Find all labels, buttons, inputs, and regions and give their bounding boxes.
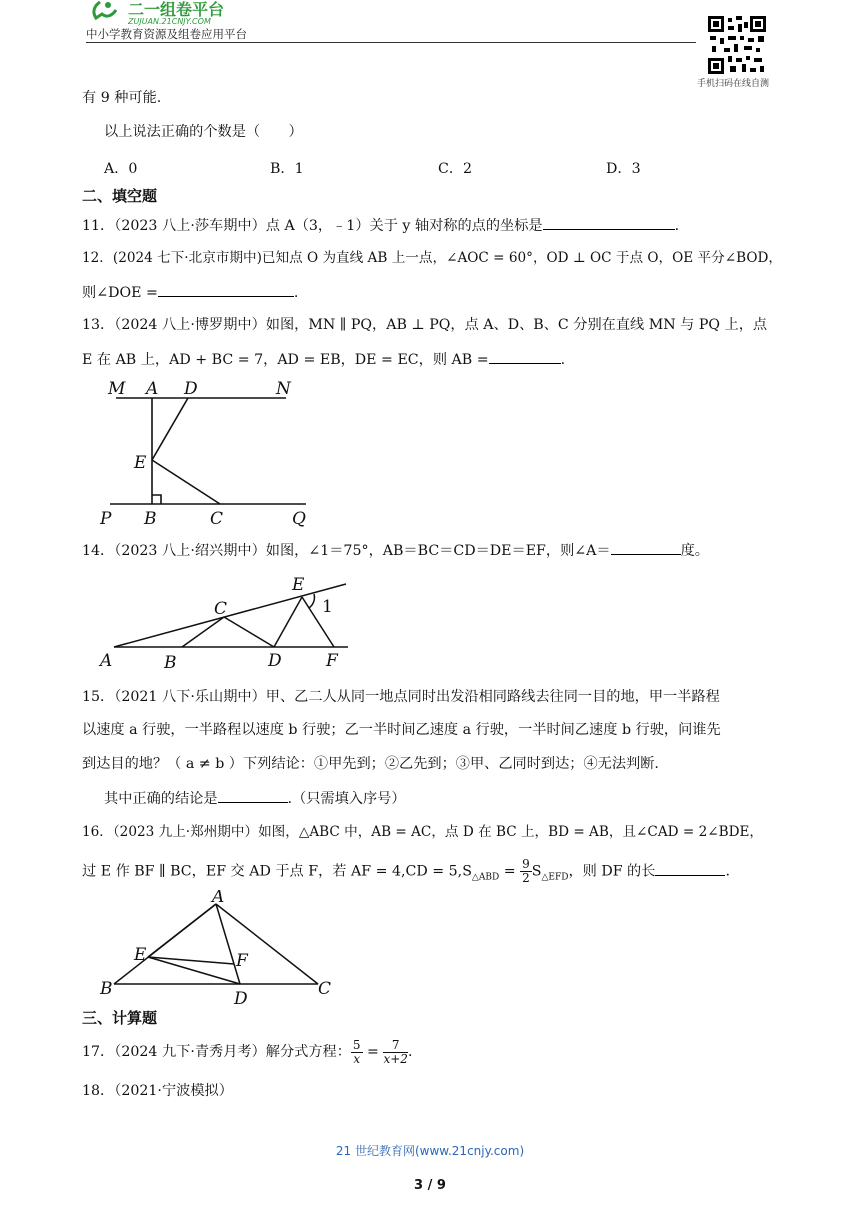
qr-code-icon — [706, 14, 768, 76]
question-11 — [82, 215, 679, 236]
header-subtitle: 中小学教育资源及组卷应用平台 — [86, 27, 247, 41]
label-C: C — [214, 599, 228, 619]
site-logo — [86, 0, 276, 26]
label-B: B — [164, 653, 177, 672]
label-P: P — [100, 509, 112, 529]
q14-text: 14．（2023 八上·绍兴期中）如图，∠1＝75°，AB＝BC＝CD＝DE＝EF，则∠A＝ — [82, 543, 611, 559]
option-a: A．0 — [104, 161, 138, 177]
question-16-line1: 16．（2023 九上·郑州期中）如图，△ABC 中，AB = AC，点 D 在 BC 上，BD = AB，且∠CAD = 2∠BDE， — [82, 824, 764, 840]
option-d: D．3 — [606, 161, 641, 177]
page-number: 3 / 9 — [414, 1178, 446, 1193]
answer-blank — [611, 540, 681, 555]
q16-figure — [96, 890, 342, 1008]
q10-tail-line: 有 9 种可能. — [82, 90, 162, 106]
answer-blank — [489, 349, 561, 364]
q13-text: E 在 AB 上，AD + BC = 7，AD = EB，DE = EC，则 AB = — [82, 352, 489, 368]
q11-text: 11．（2023 八上·莎车期中）点 A（3，﹣1）关于 y 轴对称的点的坐标是 — [82, 218, 543, 234]
label-E: E — [134, 945, 147, 965]
question-14 — [82, 540, 709, 561]
qr-caption: 手机扫码在线自测 — [697, 79, 770, 89]
fraction-denominator: 2 — [522, 871, 530, 885]
question-12-line2 — [82, 282, 298, 303]
q15-hint: .（只需填入序号） — [287, 791, 406, 807]
answer-blank — [655, 861, 725, 876]
label-F: F — [326, 651, 338, 671]
option-c: C．2 — [438, 161, 473, 177]
q16-sub-abd: △ABD — [471, 872, 500, 883]
q16-text2: ，则 DF 的长 — [568, 863, 656, 880]
label-Q: Q — [292, 509, 306, 529]
label-B: B — [144, 509, 157, 529]
header-divider — [86, 42, 696, 43]
label-E: E — [292, 575, 305, 595]
label-E: E — [134, 453, 147, 473]
q17-left-fraction — [351, 1039, 363, 1066]
logo-url: ZUJUAN.21CNJY.COM — [128, 17, 211, 26]
q13-figure — [98, 374, 328, 530]
question-15-line4 — [104, 788, 406, 809]
label-N: N — [276, 379, 291, 399]
label-F: F — [236, 951, 248, 971]
q11-end: . — [674, 218, 680, 234]
footer-site-link[interactable]: 21 世纪教育网(www.21cnjy.com) — [335, 1144, 525, 1158]
q17-end: . — [407, 1044, 413, 1060]
option-b: B．1 — [270, 161, 304, 177]
q16-fraction — [520, 858, 532, 885]
fraction-numerator: 7 — [383, 1039, 407, 1053]
label-C: C — [318, 979, 332, 999]
question-13-line1: 13．（2024 八上·博罗期中）如图，MN ∥ PQ，AB ⊥ PQ，点 A、D、B、C 分别在直线 MN 与 PQ 上，点 — [82, 317, 768, 333]
section-heading-fill-blank: 二、填空题 — [82, 187, 158, 205]
question-13-line2 — [82, 349, 565, 370]
answer-blank — [218, 788, 288, 803]
label-D: D — [184, 379, 198, 399]
fraction-denominator: x+2 — [383, 1051, 408, 1066]
q12-text: 则∠DOE = — [82, 285, 158, 301]
answer-blank — [158, 282, 294, 297]
fraction-numerator: 5 — [352, 1037, 361, 1052]
q17-eq: = — [362, 1044, 384, 1060]
question-15-line2: 以速度 a 行驶，一半路程以速度 b 行驶；乙一半时间乙速度 a 行驶，一半时间乙速度 b 行驶，问谁先 — [82, 722, 721, 738]
question-12-line1: 12．(2024 七下·北京市期中)已知点 O 为直线 AB 上一点，∠AOC = 60°，OD ⊥ OC 于点 O，OE 平分∠BOD， — [82, 250, 782, 266]
question-18: 18．（2021·宁波模拟） — [82, 1083, 233, 1099]
label-M: M — [108, 379, 126, 399]
section-heading-calculation: 三、计算题 — [82, 1009, 158, 1027]
answer-blank — [543, 215, 675, 230]
label-angle-1: 1 — [322, 597, 333, 617]
q16-s: S — [531, 863, 542, 880]
q14-figure — [96, 570, 356, 672]
q17-text: 17．（2024 九下·青秀月考）解分式方程： — [82, 1044, 351, 1060]
label-B: B — [100, 979, 113, 999]
q16-sub-efd: △EFD — [541, 872, 569, 883]
q17-right-fraction — [383, 1039, 407, 1066]
q16-end: . — [725, 863, 730, 880]
label-A: A — [100, 651, 113, 671]
q16-text: 过 E 作 BF ∥ BC，EF 交 AD 于点 F，若 AF = 4,CD = 5,S — [82, 863, 472, 880]
label-D: D — [268, 651, 282, 671]
label-C: C — [210, 509, 224, 529]
fraction-denominator: x — [353, 1051, 361, 1066]
label-D: D — [234, 989, 248, 1008]
q15-prompt: 其中正确的结论是 — [104, 791, 218, 807]
fraction-numerator: 9 — [522, 857, 530, 871]
q16-eq: = — [499, 863, 521, 880]
q10-prompt: 以上说法正确的个数是（ ） — [104, 124, 303, 140]
question-15-line3: 到达目的地？（ a ≠ b ）下列结论：①甲先到；②乙先到；③甲、乙同时到达；④无法判断. — [82, 756, 659, 772]
logo-title: 二一组卷平台 — [128, 0, 225, 19]
q13-end: . — [560, 352, 566, 368]
label-A: A — [212, 890, 225, 907]
question-15-line1: 15．（2021 八下·乐山期中）甲、乙二人从同一地点同时出发沿相同路线去往同一目的地，甲一半路程 — [82, 689, 720, 705]
question-17 — [82, 1038, 412, 1066]
question-16-line2 — [82, 858, 730, 887]
q12-end: . — [293, 285, 299, 301]
q14-end: 度。 — [680, 543, 709, 559]
label-A: A — [146, 379, 159, 399]
